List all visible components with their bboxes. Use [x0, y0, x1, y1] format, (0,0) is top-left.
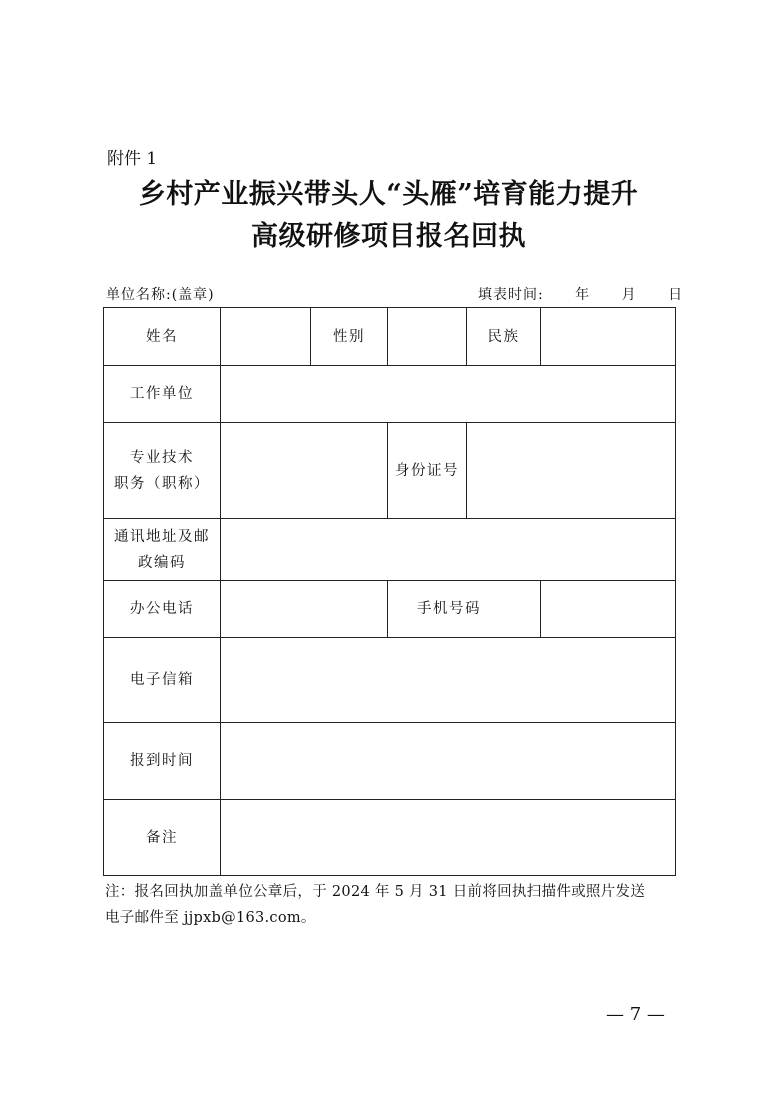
table-row	[104, 366, 676, 423]
table-row	[104, 581, 676, 638]
fill-date-label	[478, 284, 683, 304]
page-number: — 7 —	[606, 1004, 665, 1025]
office-phone-input[interactable]	[221, 581, 388, 638]
table-row	[104, 800, 676, 876]
ethnicity-label: 民族	[467, 308, 541, 366]
address-input[interactable]	[221, 519, 676, 581]
address-line2: 政编码	[138, 554, 186, 571]
professional-title-input[interactable]	[221, 423, 388, 519]
footnote-line2: 电子邮件至 jjpxb@163.com。	[105, 910, 316, 926]
name-label: 姓名	[104, 308, 221, 366]
footnote	[105, 879, 685, 931]
name-input[interactable]	[221, 308, 311, 366]
day-label: 日	[668, 287, 684, 303]
table-row	[104, 423, 676, 519]
document-title-line2: 高级研修项目报名回执	[251, 221, 526, 252]
checkin-time-input[interactable]	[221, 723, 676, 800]
gender-input[interactable]	[388, 308, 467, 366]
unit-name-label: 单位名称:(盖章)	[106, 287, 215, 303]
remarks-input[interactable]	[221, 800, 676, 876]
mobile-label: 手机号码	[388, 581, 541, 638]
registration-form-table	[103, 307, 676, 876]
mobile-input[interactable]	[541, 581, 676, 638]
table-row	[104, 308, 676, 366]
year-label: 年	[575, 287, 591, 303]
footnote-line1: 注：报名回执加盖单位公章后，于 2024 年 5 月 31 日前将回执扫描件或照片发送	[105, 884, 646, 900]
professional-title-line1: 专业技术	[130, 449, 194, 466]
attachment-label: 附件 1	[107, 149, 158, 169]
email-input[interactable]	[221, 638, 676, 723]
document-title-line1: 乡村产业振兴带头人“头雁”培育能力提升	[138, 179, 639, 210]
ethnicity-input[interactable]	[541, 308, 676, 366]
office-phone-label: 办公电话	[104, 581, 221, 638]
professional-title-line2: 职务（职称）	[114, 475, 210, 492]
address-line1: 通讯地址及邮	[114, 528, 210, 545]
checkin-time-label: 报到时间	[104, 723, 221, 800]
date-label: 填表时间:	[478, 287, 544, 303]
professional-title-label	[104, 423, 221, 519]
remarks-label: 备注	[104, 800, 221, 876]
id-number-label: 身份证号	[388, 423, 467, 519]
table-row	[104, 519, 676, 581]
workplace-input[interactable]	[221, 366, 676, 423]
address-label	[104, 519, 221, 581]
gender-label: 性别	[311, 308, 388, 366]
id-number-input[interactable]	[467, 423, 676, 519]
table-row	[104, 638, 676, 723]
email-label: 电子信箱	[104, 638, 221, 723]
table-row	[104, 723, 676, 800]
month-label: 月	[621, 287, 637, 303]
workplace-label: 工作单位	[104, 366, 221, 423]
